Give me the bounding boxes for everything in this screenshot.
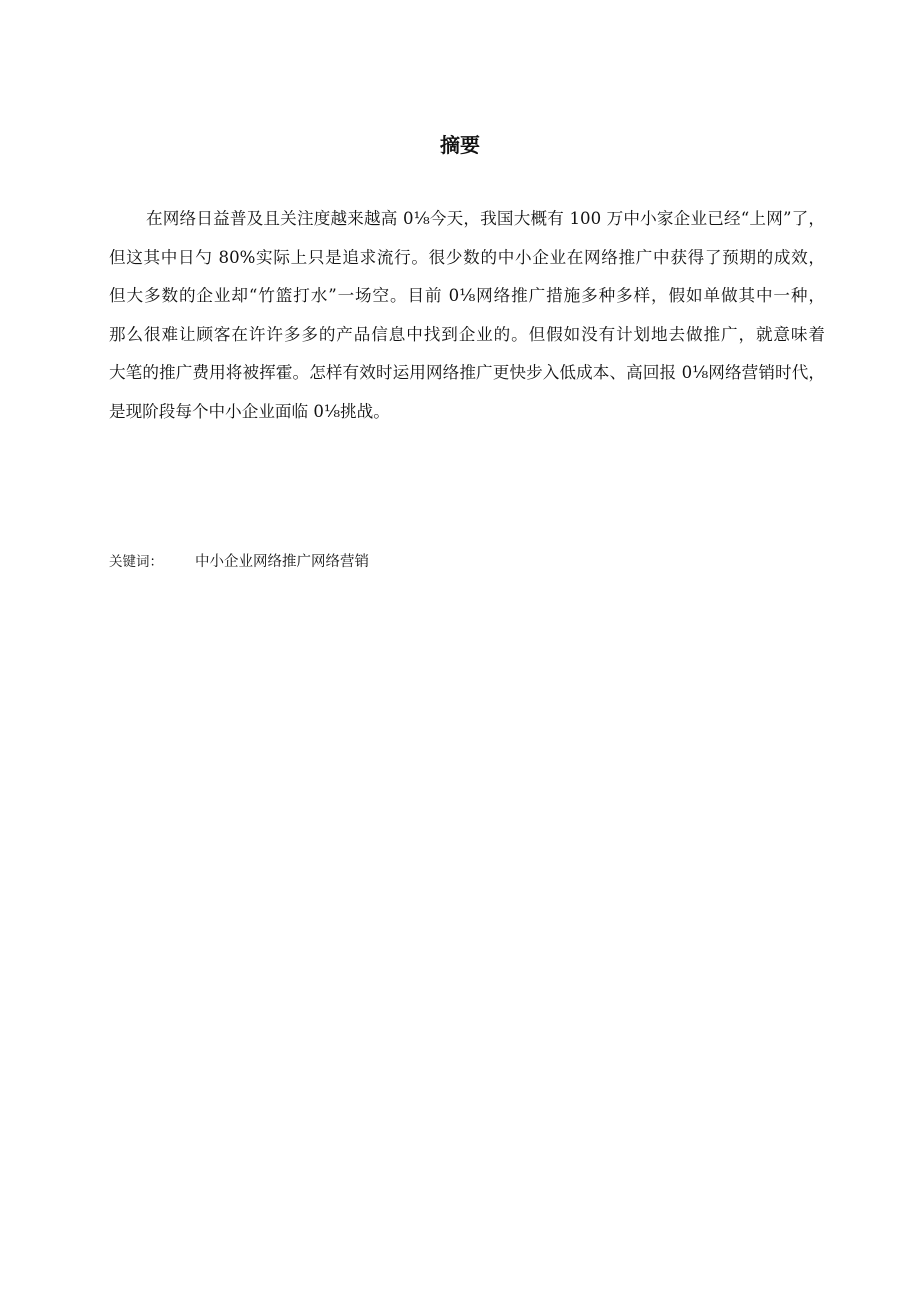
abstract-line: 但这其中日勺 80%实际上只是追求流行。很少数的中小企业在网络推广中获得了预期的成效， xyxy=(109,247,825,267)
abstract-line: 大笔的推广费用将被挥霍。怎样有效时运用网络推广更快步入低成本、高回报 0⅛网络营销时代， xyxy=(109,363,825,382)
abstract-title: 摘要 xyxy=(440,133,480,157)
abstract-line: 那么很难让顾客在许许多多的产品信息中找到企业的。但假如没有计划地去做推广，就意味着 xyxy=(109,324,825,344)
abstract-body xyxy=(109,200,825,431)
keywords-value: 中小企业网络推广网络营销 xyxy=(195,554,369,570)
keywords-label: 关键词： xyxy=(109,554,163,570)
abstract-line: 是现阶段每个中小企业面临 0⅛挑战。 xyxy=(109,401,390,421)
abstract-line: 但大多数的企业却“竹篮打水”一场空。目前 0⅛网络推广措施多种多样，假如单做其中一种， xyxy=(109,286,825,305)
abstract-line: 在网络日益普及且关注度越来越高 0⅛今天，我国大概有 100 万中小家企业已经“上网”了， xyxy=(146,209,825,228)
